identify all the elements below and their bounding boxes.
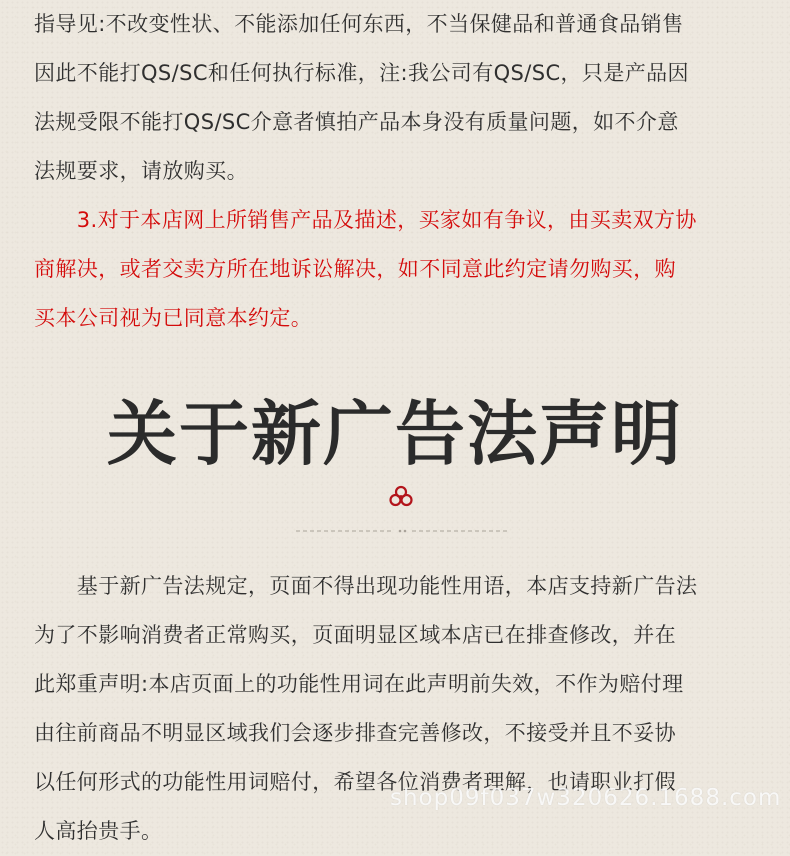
text-line: 3.对于本店网上所销售产品及描述，买家如有争议，由买卖双方协 — [34, 208, 697, 232]
dispute-clause-paragraph — [34, 196, 756, 343]
text-line: 为了不影响消费者正常购买，页面明显区域本店已在排查修改，并在 — [34, 623, 676, 647]
text-line: 法规要求，请放购买。 — [34, 159, 248, 183]
text-line: 指导见:不改变性状、不能添加任何东西，不当保健品和普通食品销售 — [34, 12, 684, 36]
section-title: 关于新广告法声明 — [107, 393, 683, 475]
text-line: 以任何形式的功能性用词赔付，希望各位消费者理解，也请职业打假 — [34, 770, 676, 794]
text-line: 基于新广告法规定，页面不得出现功能性用语，本店支持新广告法 — [34, 574, 698, 598]
text-line: 商解决，或者交卖方所在地诉讼解决，如不同意此约定请勿购买，购 — [34, 257, 676, 281]
notice-paragraph-top — [34, 0, 756, 196]
text-line: 买本公司视为已同意本约定。 — [34, 306, 313, 330]
shop-watermark: shop09f037w320626.1688.com — [390, 785, 782, 811]
text-line: 人高抬贵手。 — [34, 819, 163, 843]
text-line: 由往前商品不明显区域我们会逐步排查完善修改，不接受并且不妥协 — [34, 721, 676, 745]
statement-paragraph — [34, 562, 756, 856]
cloud-ornament-icon — [388, 484, 414, 510]
text-line: 此郑重声明:本店页面上的功能性用词在此声明前失效，不作为赔付理 — [34, 672, 684, 696]
dashed-divider — [296, 528, 508, 534]
text-line: 因此不能打QS/SC和任何执行标准，注:我公司有QS/SC，只是产品因 — [34, 61, 689, 85]
text-line: 法规受限不能打QS/SC介意者慎拍产品本身没有质量问题，如不介意 — [34, 110, 679, 134]
